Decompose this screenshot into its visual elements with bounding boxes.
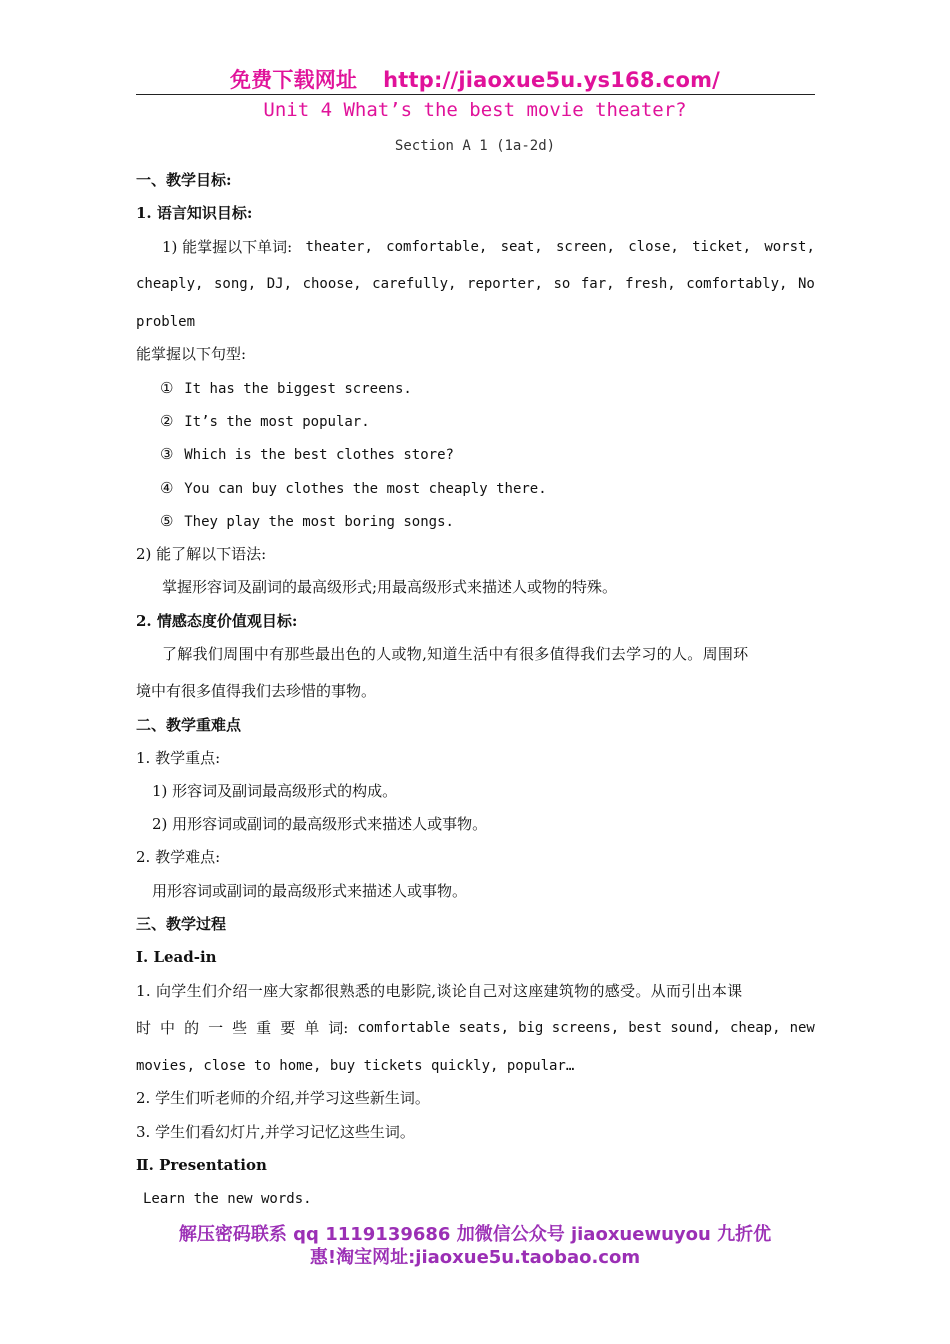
leadin-step-2: 2. 学生们听老师的介绍,并学习这些新生词。	[136, 1089, 430, 1107]
sentence-text: You can buy clothes the most cheaply there.	[184, 481, 547, 497]
word: No	[798, 276, 815, 292]
word: carefully,	[372, 276, 457, 292]
leadin-word: 些	[232, 1019, 248, 1037]
grammar-intro: 2) 能了解以下语法:	[136, 545, 267, 563]
leadin-heading: Ⅰ. Lead-in	[136, 948, 217, 966]
sentence-number: ④	[160, 479, 174, 497]
leadin-word: best sound,	[628, 1020, 721, 1036]
process-heading: 三、教学过程	[136, 915, 227, 933]
leadin-word: new	[789, 1020, 815, 1036]
focus-label: 1. 教学重点:	[136, 749, 221, 767]
word: ticket,	[692, 239, 752, 255]
word: cheaply,	[136, 276, 204, 292]
leadin-word: 词:	[328, 1019, 349, 1037]
leadin-line-2	[136, 1018, 815, 1038]
difficulty-label: 2. 教学难点:	[136, 848, 221, 866]
sentence-item	[160, 478, 547, 499]
sentence-text: It has the biggest screens.	[184, 381, 412, 397]
presentation-heading: Ⅱ. Presentation	[136, 1156, 267, 1174]
leadin-word: 的	[184, 1019, 200, 1037]
sentence-text: Which is the best clothes store?	[184, 447, 454, 463]
emotion-text-line-1: 了解我们周围中有那些最出色的人或物,知道生活中有很多值得我们去学习的人。周围环	[162, 645, 749, 663]
word: so	[553, 276, 571, 292]
emotion-text-line-2: 境中有很多值得我们去珍惜的事物。	[136, 682, 377, 700]
words-intro: 1) 能掌握以下单词:	[162, 238, 293, 256]
leadin-word: 要	[280, 1019, 296, 1037]
word: seat,	[500, 239, 543, 255]
difficulty-text: 用形容词或副词的最高级形式来描述人或事物。	[152, 882, 468, 900]
header-url[interactable]: http://jiaoxue5u.ys168.com/	[383, 68, 721, 92]
word: DJ,	[266, 276, 293, 292]
sentence-number: ②	[160, 412, 174, 430]
footer-line-2: 惠!淘宝网址:jiaoxue5u.taobao.com	[309, 1247, 641, 1268]
leadin-line-3: movies, close to home, buy tickets quickly, popular…	[136, 1058, 575, 1074]
word: choose,	[302, 276, 362, 292]
focus-item: 2) 用形容词或副词的最高级形式来描述人或事物。	[152, 815, 488, 833]
leadin-word: big screens,	[518, 1020, 620, 1036]
presentation-text: Learn the new words.	[143, 1191, 312, 1207]
grammar-text: 掌握形容词及副词的最高级形式;用最高级形式来描述人或物的特殊。	[162, 578, 618, 596]
sentence-number: ①	[160, 379, 174, 397]
leadin-word: 重	[256, 1019, 272, 1037]
sentence-text: They play the most boring songs.	[184, 514, 454, 530]
leadin-word: cheap,	[729, 1020, 781, 1036]
word: theater,	[305, 239, 373, 255]
footer-line-1: 解压密码联系 qq 1119139686 加微信公众号 jiaoxuewuyou 九折优	[178, 1224, 772, 1245]
sentence-number: ③	[160, 445, 174, 463]
objectives-heading: 一、教学目标:	[136, 171, 232, 189]
word: far,	[580, 276, 615, 292]
key-points-heading: 二、教学重难点	[136, 716, 242, 734]
leadin-word: 单	[304, 1019, 320, 1037]
knowledge-heading: 1. 语言知识目标:	[136, 204, 253, 222]
word: fresh,	[625, 276, 676, 292]
leadin-step-3: 3. 学生们看幻灯片,并学习记忆这些生词。	[136, 1123, 415, 1141]
section-subtitle: Section A 1 (1a-2d)	[394, 138, 556, 154]
focus-item: 1) 形容词及副词最高级形式的构成。	[152, 782, 398, 800]
sentences-intro: 能掌握以下句型:	[136, 345, 247, 363]
leadin-word: 时	[136, 1019, 152, 1037]
header-rule	[136, 94, 815, 95]
word: close,	[628, 239, 679, 255]
word: worst,	[764, 239, 815, 255]
leadin-word: 中	[160, 1019, 176, 1037]
word: song,	[214, 276, 257, 292]
document-title: Unit 4 What’s the best movie theater?	[263, 99, 687, 121]
words-line-2	[136, 274, 815, 294]
leadin-line-1: 1. 向学生们介绍一座大家都很熟悉的电影院,谈论自己对这座建筑物的感受。从而引出本课	[136, 982, 743, 1000]
sentence-number: ⑤	[160, 512, 174, 530]
word: comfortably,	[686, 276, 788, 292]
sentence-item	[160, 378, 412, 399]
leadin-word: 一	[208, 1019, 224, 1037]
words-line-3: problem	[136, 314, 196, 330]
emotion-heading: 2. 情感态度价值观目标:	[136, 612, 298, 630]
word: comfortable,	[386, 239, 488, 255]
words-line-1	[136, 237, 815, 257]
word: reporter,	[467, 276, 543, 292]
sentence-text: It’s the most popular.	[184, 414, 370, 430]
sentence-item	[160, 444, 454, 465]
header-site-label: 免费下载网址	[229, 68, 358, 92]
word: screen,	[555, 239, 615, 255]
leadin-word: comfortable seats,	[357, 1020, 510, 1036]
header-download-link[interactable]	[0, 64, 950, 94]
sentence-item	[160, 411, 370, 432]
sentence-item	[160, 511, 454, 532]
